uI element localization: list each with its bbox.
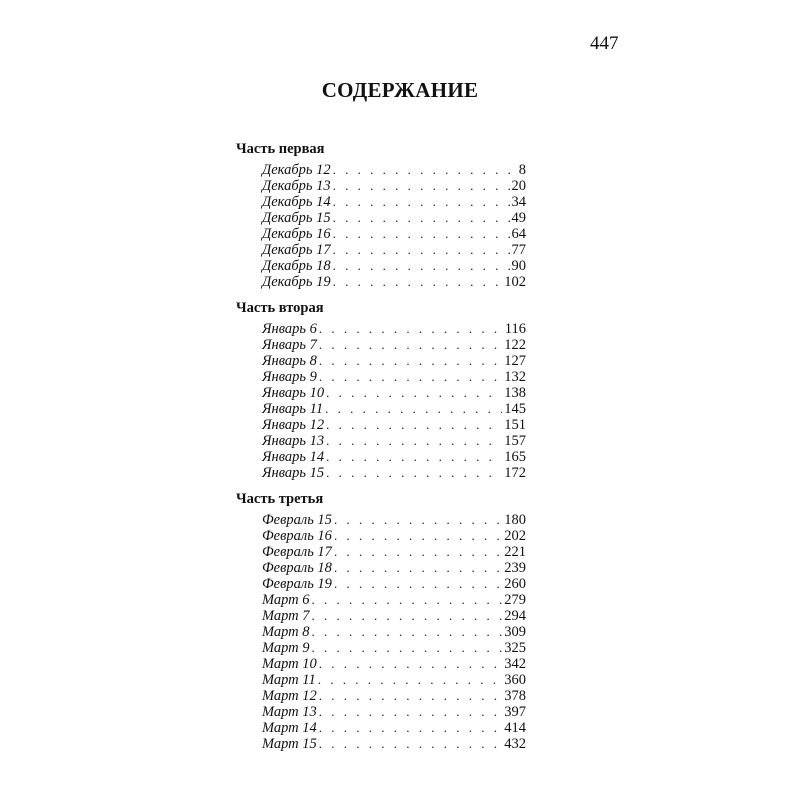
toc-entry-page: 34 — [511, 194, 526, 210]
toc-entry-label: Декабрь 17 — [262, 242, 331, 258]
toc-entry-page: 64 — [511, 226, 526, 242]
toc-entry-label: Декабрь 16 — [262, 226, 331, 242]
toc-entry — [262, 736, 526, 752]
toc-entry — [262, 337, 526, 353]
toc-entry-label: Январь 15 — [262, 465, 325, 481]
dot-leader — [319, 736, 502, 752]
toc-entry-page: 342 — [504, 656, 526, 672]
toc-entry-label: Февраль 15 — [262, 512, 332, 528]
toc-entry-label: Март 8 — [262, 624, 310, 640]
toc-entry-page: 202 — [504, 528, 526, 544]
toc-entry-page: 102 — [504, 274, 526, 290]
toc-entry — [262, 544, 526, 560]
toc-entry-label: Март 9 — [262, 640, 310, 656]
dot-leader — [325, 401, 502, 417]
toc-entry-page: 77 — [511, 242, 526, 258]
dot-leader — [312, 608, 503, 624]
toc-entry — [262, 321, 526, 337]
toc-entry-page: 221 — [504, 544, 526, 560]
toc-entry — [262, 417, 526, 433]
toc-entry-label: Март 7 — [262, 608, 310, 624]
toc-entry — [262, 274, 526, 290]
dot-leader — [319, 321, 503, 337]
toc-entry-label: Март 13 — [262, 704, 317, 720]
dot-leader — [333, 178, 510, 194]
toc-entry — [262, 369, 526, 385]
toc-entry — [262, 162, 526, 178]
toc-entry — [262, 401, 526, 417]
toc-entry-label: Февраль 17 — [262, 544, 332, 560]
toc-entry — [262, 194, 526, 210]
toc-entry-label: Декабрь 19 — [262, 274, 331, 290]
dot-leader — [312, 592, 503, 608]
toc-entry — [262, 672, 526, 688]
dot-leader — [333, 162, 517, 178]
toc-part — [236, 491, 526, 752]
dot-leader — [334, 544, 502, 560]
dot-leader — [319, 656, 502, 672]
dot-leader — [319, 337, 502, 353]
toc-entry-page: 279 — [504, 592, 526, 608]
toc-entry-label: Декабрь 13 — [262, 178, 331, 194]
dot-leader — [334, 576, 502, 592]
toc-entry-label: Декабрь 12 — [262, 162, 331, 178]
dot-leader — [333, 226, 510, 242]
toc-entry-label: Март 14 — [262, 720, 317, 736]
toc-entry — [262, 385, 526, 401]
toc-entry — [262, 210, 526, 226]
dot-leader — [333, 274, 503, 290]
dot-leader — [334, 528, 502, 544]
toc-entry — [262, 449, 526, 465]
toc-entry-page: 180 — [504, 512, 526, 528]
part-title: Часть первая — [236, 141, 325, 157]
toc-entry-page: 122 — [504, 337, 526, 353]
toc-entry — [262, 576, 526, 592]
toc-entry-page: 138 — [504, 385, 526, 401]
toc-entry-page: 397 — [504, 704, 526, 720]
dot-leader — [334, 560, 502, 576]
dot-leader — [326, 449, 502, 465]
toc-entry-page: 20 — [511, 178, 526, 194]
toc-part — [236, 300, 526, 481]
toc-entry-label: Март 15 — [262, 736, 317, 752]
part-title: Часть вторая — [236, 300, 324, 316]
toc-entry-page: 360 — [504, 672, 526, 688]
toc-entry — [262, 433, 526, 449]
toc-entry-page: 145 — [504, 401, 526, 417]
toc-entry-page: 90 — [511, 258, 526, 274]
toc-entry — [262, 704, 526, 720]
toc-entry-page: 172 — [504, 465, 526, 481]
part-title: Часть третья — [236, 491, 324, 507]
toc-entry-label: Январь 6 — [262, 321, 317, 337]
toc-entry-label: Февраль 16 — [262, 528, 332, 544]
toc-entry — [262, 656, 526, 672]
toc-entry-label: Март 10 — [262, 656, 317, 672]
toc-entry-label: Январь 11 — [262, 401, 324, 417]
dot-leader — [333, 210, 510, 226]
dot-leader — [333, 242, 510, 258]
toc-entry — [262, 640, 526, 656]
dot-leader — [333, 258, 510, 274]
toc-entry-page: 432 — [504, 736, 526, 752]
dot-leader — [326, 417, 502, 433]
dot-leader — [319, 720, 502, 736]
page-title: СОДЕРЖАНИЕ — [321, 78, 479, 102]
toc-entry-label: Январь 14 — [262, 449, 325, 465]
toc-entry-label: Март 11 — [262, 672, 316, 688]
toc-entry-label: Январь 10 — [262, 385, 325, 401]
dot-leader — [319, 353, 502, 369]
dot-leader — [319, 688, 502, 704]
toc-entry-label: Январь 7 — [262, 337, 317, 353]
toc-entry-label: Февраль 18 — [262, 560, 332, 576]
toc-entry-page: 127 — [504, 353, 526, 369]
dot-leader — [326, 385, 502, 401]
toc-entry-page: 239 — [504, 560, 526, 576]
toc-entry — [262, 608, 526, 624]
dot-leader — [334, 512, 502, 528]
toc-entry — [262, 258, 526, 274]
toc-entry-page: 378 — [504, 688, 526, 704]
toc-entry-page: 165 — [504, 449, 526, 465]
toc-entry-label: Декабрь 15 — [262, 210, 331, 226]
toc-entry — [262, 560, 526, 576]
toc-entry-label: Январь 12 — [262, 417, 325, 433]
dot-leader — [333, 194, 510, 210]
toc-entry-label: Март 6 — [262, 592, 310, 608]
dot-leader — [326, 433, 502, 449]
toc-entry — [262, 720, 526, 736]
toc-entry — [262, 592, 526, 608]
dot-leader — [319, 369, 502, 385]
dot-leader — [312, 640, 503, 656]
toc-entry-page: 8 — [518, 162, 526, 178]
toc-part — [236, 141, 526, 290]
toc-entry — [262, 528, 526, 544]
toc-entry-label: Март 12 — [262, 688, 317, 704]
toc-entry-page: 325 — [504, 640, 526, 656]
toc-entry-page: 132 — [504, 369, 526, 385]
toc-entry-label: Январь 13 — [262, 433, 325, 449]
dot-leader — [312, 624, 503, 640]
toc-entry-page: 260 — [504, 576, 526, 592]
toc-entry — [262, 226, 526, 242]
toc-entry-page: 157 — [504, 433, 526, 449]
toc-entry-label: Январь 9 — [262, 369, 317, 385]
toc-entry-label: Январь 8 — [262, 353, 317, 369]
toc-entry-label: Февраль 19 — [262, 576, 332, 592]
toc-entry-page: 414 — [504, 720, 526, 736]
table-of-contents — [236, 141, 526, 762]
toc-entry-page: 116 — [504, 321, 526, 337]
toc-entry-page: 151 — [504, 417, 526, 433]
toc-entry — [262, 178, 526, 194]
page-number: 447 — [590, 33, 619, 54]
toc-entry — [262, 688, 526, 704]
dot-leader — [318, 672, 503, 688]
toc-entry-page: 294 — [504, 608, 526, 624]
toc-entry-page: 309 — [504, 624, 526, 640]
toc-entry — [262, 624, 526, 640]
toc-entry — [262, 353, 526, 369]
toc-entry-label: Декабрь 18 — [262, 258, 331, 274]
toc-entry — [262, 465, 526, 481]
toc-entry-label: Декабрь 14 — [262, 194, 331, 210]
toc-entry — [262, 242, 526, 258]
toc-entry — [262, 512, 526, 528]
dot-leader — [326, 465, 502, 481]
toc-entry-page: 49 — [511, 210, 526, 226]
dot-leader — [319, 704, 502, 720]
